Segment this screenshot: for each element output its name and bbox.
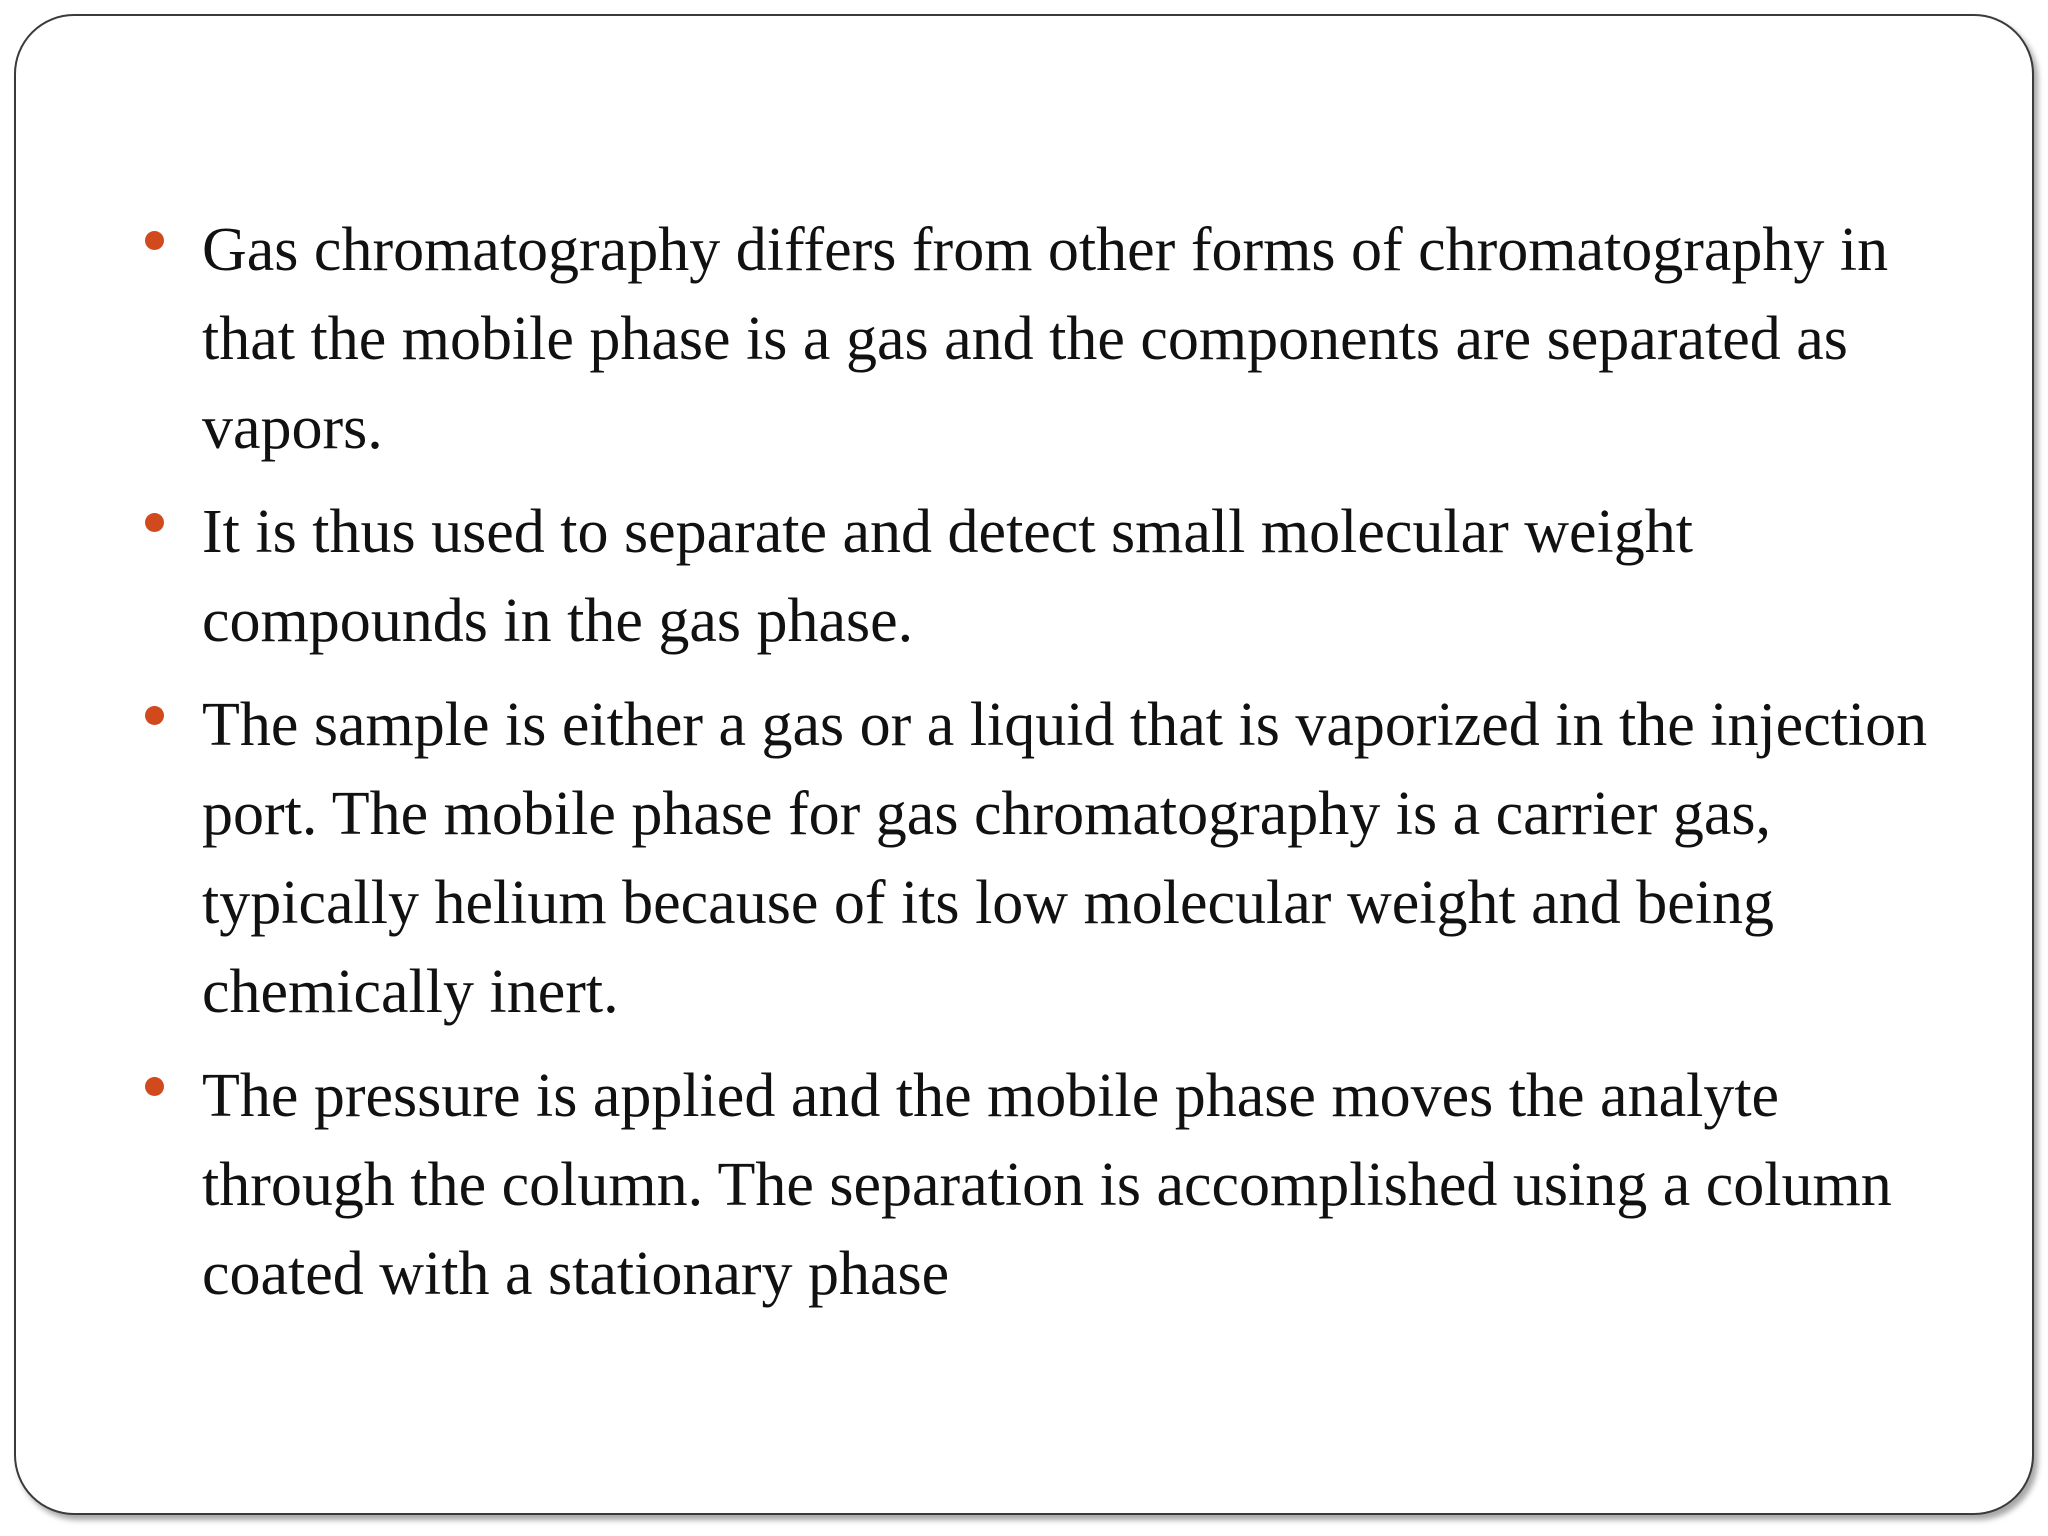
bullet-item xyxy=(142,488,1942,666)
bullet-item xyxy=(142,206,1942,473)
bullet-text: Gas chromatography differs from other forms of chromatography in that the mobile phase is a gas and the components are separated as vapors. xyxy=(202,216,1889,462)
bullet-dot-icon xyxy=(145,1077,164,1096)
bullet-dot-icon xyxy=(145,706,164,725)
bullet-text: It is thus used to separate and detect small molecular weight compounds in the gas phase. xyxy=(202,498,1693,655)
bullet-dot-icon xyxy=(145,231,164,250)
bullet-list xyxy=(142,206,1942,1334)
bullet-dot-icon xyxy=(145,513,164,532)
slide-frame xyxy=(14,14,2034,1515)
bullet-text: The sample is either a gas or a liquid that is vaporized in the injection port. The mobile phase for gas chromatography is a carrier gas, typically helium because of its low molecular weight and being chemically inert. xyxy=(202,691,1928,1026)
bullet-text: The pressure is applied and the mobile phase moves the analyte through the column. The separation is accomplished using a column coated with a stationary phase xyxy=(202,1062,1892,1308)
bullet-item xyxy=(142,1052,1942,1319)
bullet-item xyxy=(142,681,1942,1037)
